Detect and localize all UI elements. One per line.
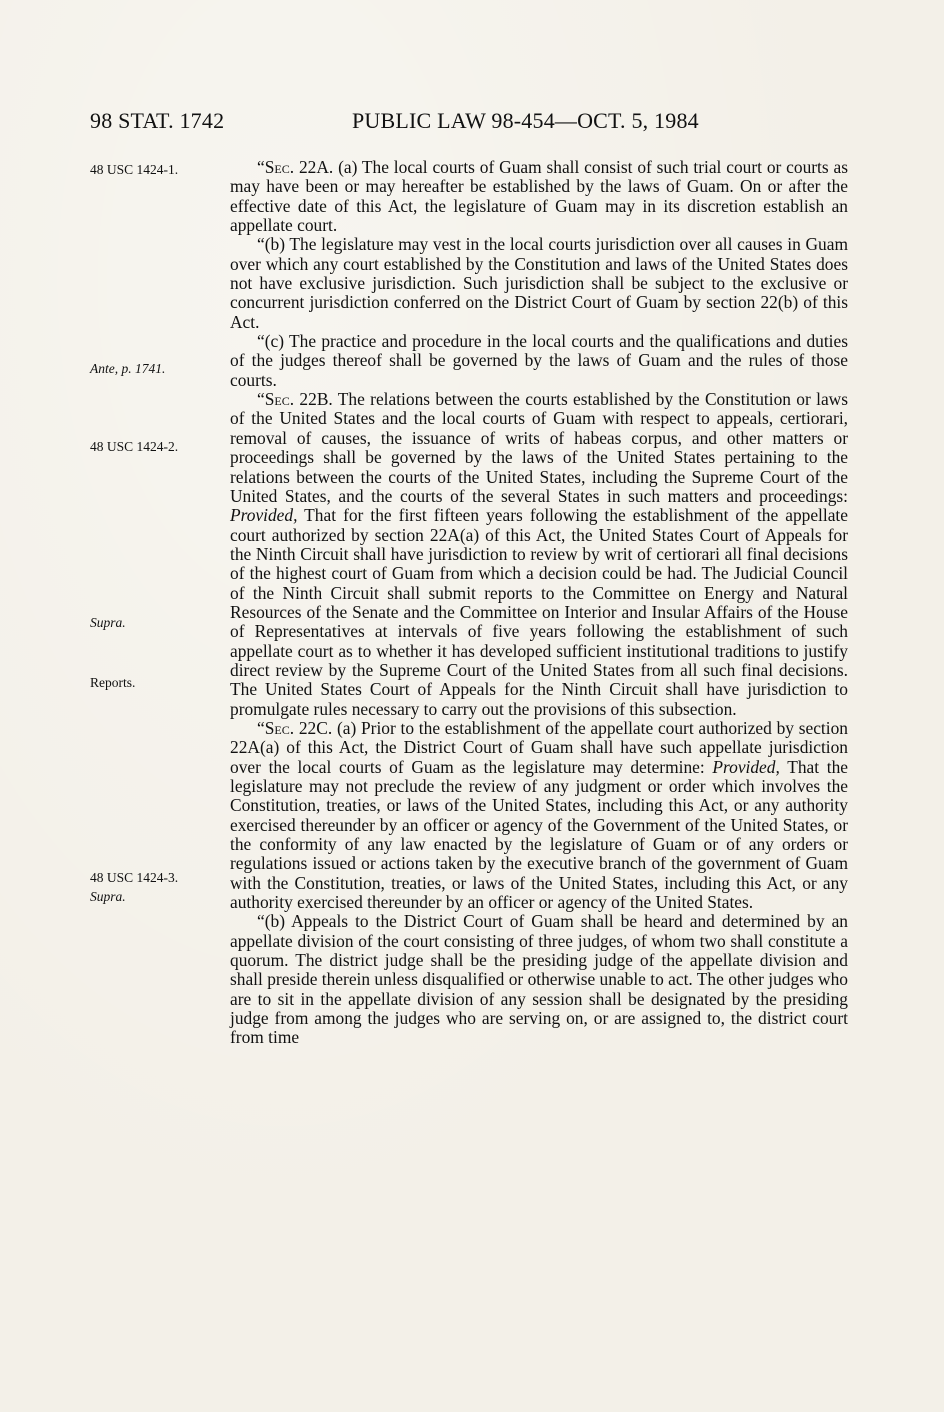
paragraph-sec-22c: “Sec. 22C. (a) Prior to the establishment of the appellate court authorized by section 22A(a) of this Act, the District Court of Guam shall have such appellate jurisdiction over the local courts of Guam as the legislature may determine: Provided, That the legislature may not preclude the review of any judgment or order which involves the Constitution, treaties, or laws of the United States, including this Act, or any authority exercised thereunder by an officer or agency of the Government of the United States, or the conformity of any law enacted by the legislature of Guam or of any orders or regulations issued or actions taken by the executive branch of the government of Guam with the Constitution, treaties, or laws of the United States, including this Act, or any authority exercised thereunder by an officer or agency of the United States. [230, 717, 848, 913]
margin-note-ante: Ante, p. 1741. [90, 361, 166, 376]
paragraph-text: That the legislature may not preclude the review of any judgment or order which involves the Constitution, treaties, or laws of the United States, including this Act, or any authority exercised thereunder by an officer or agency of the Government of the United States, or the conformity of any law enacted by the legislature of Guam or of any orders or regulations issued or actions taken by the executive branch of the government of Guam with the Constitution, treaties, or laws of the United States, including this Act, or any authority exercised thereunder by an officer or agency of the United States. [230, 756, 848, 913]
section-label: Sec. [264, 389, 295, 410]
paragraph-text: “(b) Appeals to the District Court of Guam shall be heard and determined by an appellate division of the court consisting of three judges, of whom two shall constitute a quorum. The district judge shall be the presiding judge of the appellate division and shall preside therein unless disqualified or otherwise unable to act. The other judges who are to sit in the appellate division of any session shall be designated by the presiding judge from among the judges who are serving on, or are assigned to, the district court from time [230, 911, 848, 1048]
margin-note-usc-1424-1: 48 USC 1424-1. [90, 162, 179, 177]
paragraph-text: That for the first fifteen years following the establishment of the appellate court authorized by section 22A(a) of this Act, the United States Court of Appeals for the Ninth Circuit shall have jurisdiction to review by writ of certiorari all final decisions of the highest court of Guam from which a decision could be had. The Judicial Council of the Ninth Circuit shall submit reports to the Committee on Energy and Natural Resources of the Senate and the Committee on Interior and Insular Affairs of the House of Representatives at intervals of five years following the establishment of such appellate court as to whether it has developed sufficient institutional traditions to justify direct review by the Supreme Court of the United States from all such final decisions. The United States Court of Appeals for the Ninth Circuit shall have jurisdiction to promulgate rules necessary to carry out the provisions of this subsection. [230, 505, 848, 719]
proviso: Provided, [230, 505, 298, 526]
margin-note-reports: Reports. [90, 675, 136, 690]
statute-page-number: 98 STAT. 1742 [90, 108, 225, 133]
public-law-title: PUBLIC LAW 98-454—OCT. 5, 1984 [352, 108, 699, 133]
proviso: Provided, [712, 756, 780, 777]
paragraph-text: “(b) The legislature may vest in the local courts jurisdiction over all causes in Guam over which any court established by the Constitution and laws of the United States does not have exclusive jurisdiction. Such jurisdiction shall be subject to the exclusive or concurrent jurisdiction conferred on the District Court of Guam by section 22(b) of this Act. [230, 234, 848, 332]
margin-note-supra: Supra. [90, 615, 126, 630]
statute-text [230, 158, 848, 1048]
paragraph-sec-22b: “Sec. 22B. The relations between the courts established by the Constitution or laws of the United States and the local courts of Guam with respect to appeals, certiorari, removal of causes, the issuance of writs of habeas corpus, and other matters or proceedings shall be governed by the laws of the United States pertaining to the relations between the courts of the United States, including the Supreme Court of the United States, and the courts of the several States in such matters and proceedings: Provided, That for the first fifteen years following the establishment of the appellate court authorized by section 22A(a) of this Act, the United States Court of Appeals for the Ninth Circuit shall have jurisdiction to review by writ of certiorari all final decisions of the highest court of Guam from which a decision could be had. The Judicial Council of the Ninth Circuit shall submit reports to the Committee on Energy and Natural Resources of the Senate and the Committee on Interior and Insular Affairs of the House of Representatives at intervals of five years following the establishment of such appellate court as to whether it has developed sufficient institutional traditions to justify direct review by the Supreme Court of the United States from all such final decisions. The United States Court of Appeals for the Ninth Circuit shall have jurisdiction to promulgate rules necessary to carry out the provisions of this subsection. [230, 389, 848, 719]
paragraph-text: 22A. (a) The local courts of Guam shall consist of such trial court or courts as may have been or may hereafter be established by the laws of Guam. On or after the effective date of this Act, the legislature of Guam may in its discretion establish an appellate court. [230, 157, 848, 236]
paragraph-text: 22B. The relations between the courts established by the Constitution or laws of the United States and the local courts of Guam with respect to appeals, certiorari, removal of causes, the issuance of writs of habeas corpus, and other matters or proceedings shall be governed by the laws of the United States pertaining to the relations between the courts of the United States, including the Supreme Court of the United States, and the courts of the several States in such matters and proceedings: [230, 389, 848, 506]
paragraph-22c-b [230, 912, 848, 1047]
section-label: Sec. [264, 157, 295, 177]
paragraph-text: “(c) The practice and procedure in the local courts and the qualifications and duties of the judges thereof shall be governed by the laws of Guam and the rules of those courts. [230, 331, 848, 390]
paragraph-sec-22a: “Sec. 22A. (a) The local courts of Guam shall consist of such trial court or courts as may have been or may hereafter be established by the laws of Guam. On or after the effective date of this Act, the legislature of Guam may in its discretion establish an appellate court. [230, 157, 848, 236]
margin-note-usc-1424-3: 48 USC 1424-3. [90, 870, 179, 885]
section-label: Sec. [264, 717, 295, 738]
margin-note-supra-2: Supra. [90, 889, 126, 904]
margin-note-usc-1424-2: 48 USC 1424-2. [90, 439, 179, 454]
paragraph-22a-c [230, 332, 848, 390]
paragraph-text: 22C. (a) Prior to the establishment of the appellate court authorized by section 22A(a) of this Act, the District Court of Guam shall have such appellate jurisdiction over the local courts of Guam as the legislature may determine: [230, 717, 848, 777]
page-header [90, 108, 850, 138]
paragraph-22a-b [230, 235, 848, 332]
